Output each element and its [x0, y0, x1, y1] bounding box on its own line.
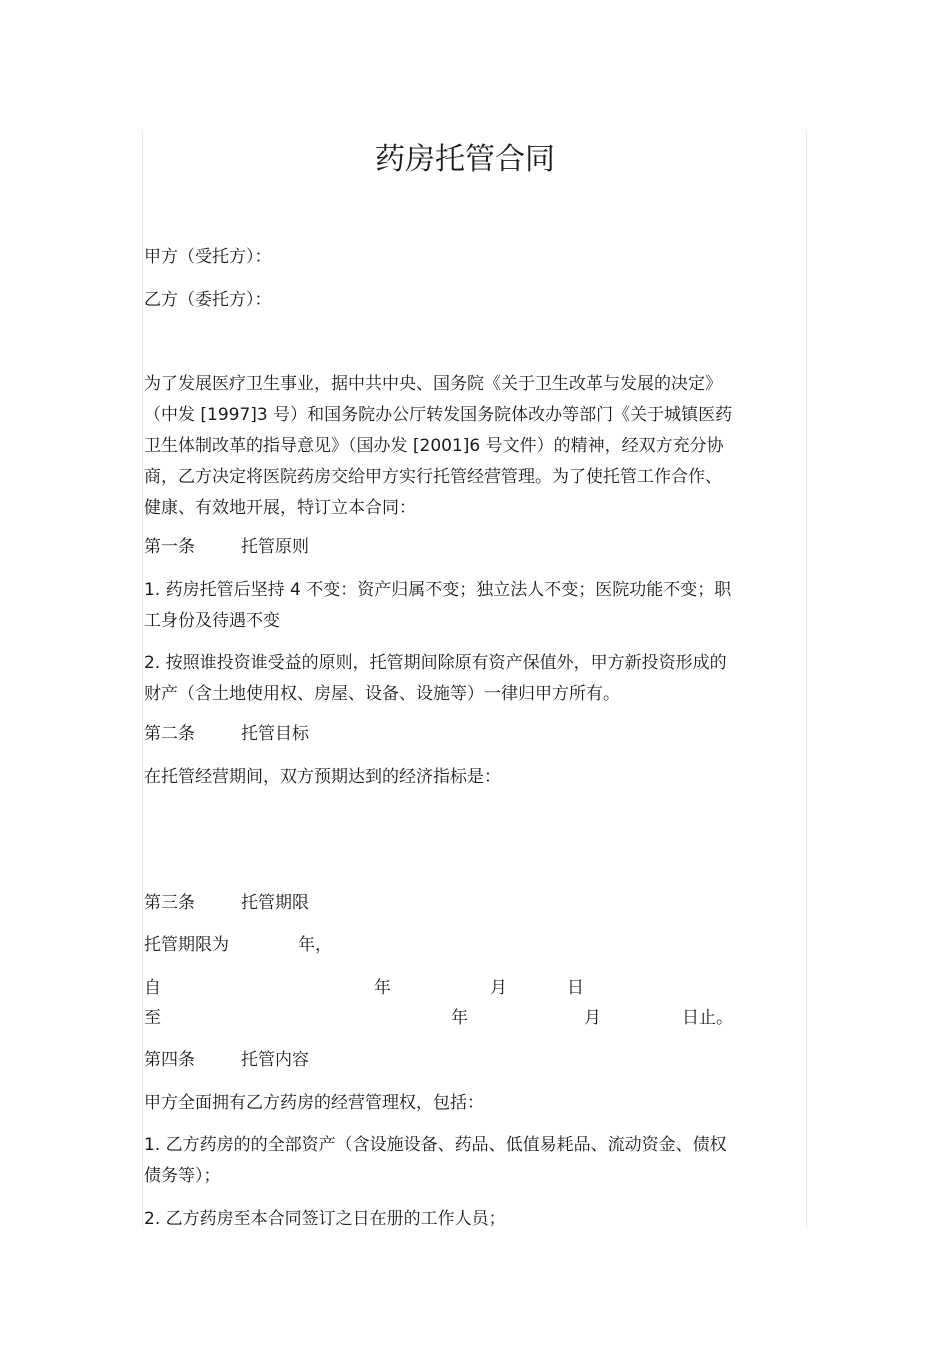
from-month: 月 [490, 978, 507, 998]
article-2-heading: 托管目标 [241, 724, 309, 744]
party-a-label: 甲方（受托方）： [144, 247, 272, 267]
article-4-number: 第四条 [144, 1050, 195, 1070]
intro-line: 商，乙方决定将医院药房交给甲方实行托管经营管理。为了使托管工作合作、 [144, 467, 722, 487]
term-year: 年， [298, 935, 332, 955]
article-1-item-2: 2. 按照谁投资谁受益的原则，托管期间除原有资产保值外，甲方新投资形成的 财产（含土地使用权、房屋、设备、设施等）一律归甲方所有。 [144, 653, 727, 704]
page-border-left [142, 130, 143, 1228]
article-1-heading: 托管原则 [241, 537, 309, 557]
to-year: 年 [451, 1008, 468, 1028]
article-2-text: 在托管经营期间，双方预期达到的经济指标是： [144, 767, 501, 787]
intro-line: 为了发展医疗卫生事业，据中共中央、国务院《关于卫生改革与发展的决定》 [144, 374, 722, 394]
to-label: 至 [144, 1008, 161, 1028]
intro-line: （中发 [1997]3 号）和国务院办公厅转发国务院体改办等部门《关于城镇医药 [144, 405, 733, 425]
page-border-right [806, 130, 807, 1228]
article-1-item-1: 1. 药房托管后坚持 4 不变：资产归属不变；独立法人不变；医院功能不变；职 工身份及待遇不变 [144, 580, 732, 631]
intro-paragraph [144, 369, 732, 524]
party-b-label: 乙方（委托方）： [144, 290, 272, 310]
intro-line: 卫生体制改革的指导意见》（国办发 [2001]6 号文件）的精神，经双方充分协 [144, 436, 724, 456]
article-3-number: 第三条 [144, 893, 195, 913]
article-4-text: 甲方全面拥有乙方药房的经营管理权，包括： [144, 1093, 484, 1113]
from-day: 日 [567, 978, 584, 998]
to-month: 月 [584, 1008, 601, 1028]
article-3-heading: 托管期限 [241, 893, 309, 913]
intro-line: 健康、有效地开展，特订立本合同： [144, 498, 416, 518]
to-day: 日止。 [682, 1008, 733, 1028]
article-4-heading: 托管内容 [241, 1050, 309, 1070]
article-4-item-2: 2. 乙方药房至本合同签订之日在册的工作人员； [144, 1209, 506, 1229]
from-label: 自 [144, 978, 161, 998]
from-year: 年 [374, 978, 391, 998]
term-label: 托管期限为 [144, 935, 229, 955]
article-2-number: 第二条 [144, 724, 195, 744]
article-4-item-1: 1. 乙方药房的的全部资产（含设施设备、药品、低值易耗品、流动资金、债权 债务等）； [144, 1135, 727, 1186]
document-title: 药房托管合同 [375, 142, 555, 177]
article-1-number: 第一条 [144, 537, 195, 557]
